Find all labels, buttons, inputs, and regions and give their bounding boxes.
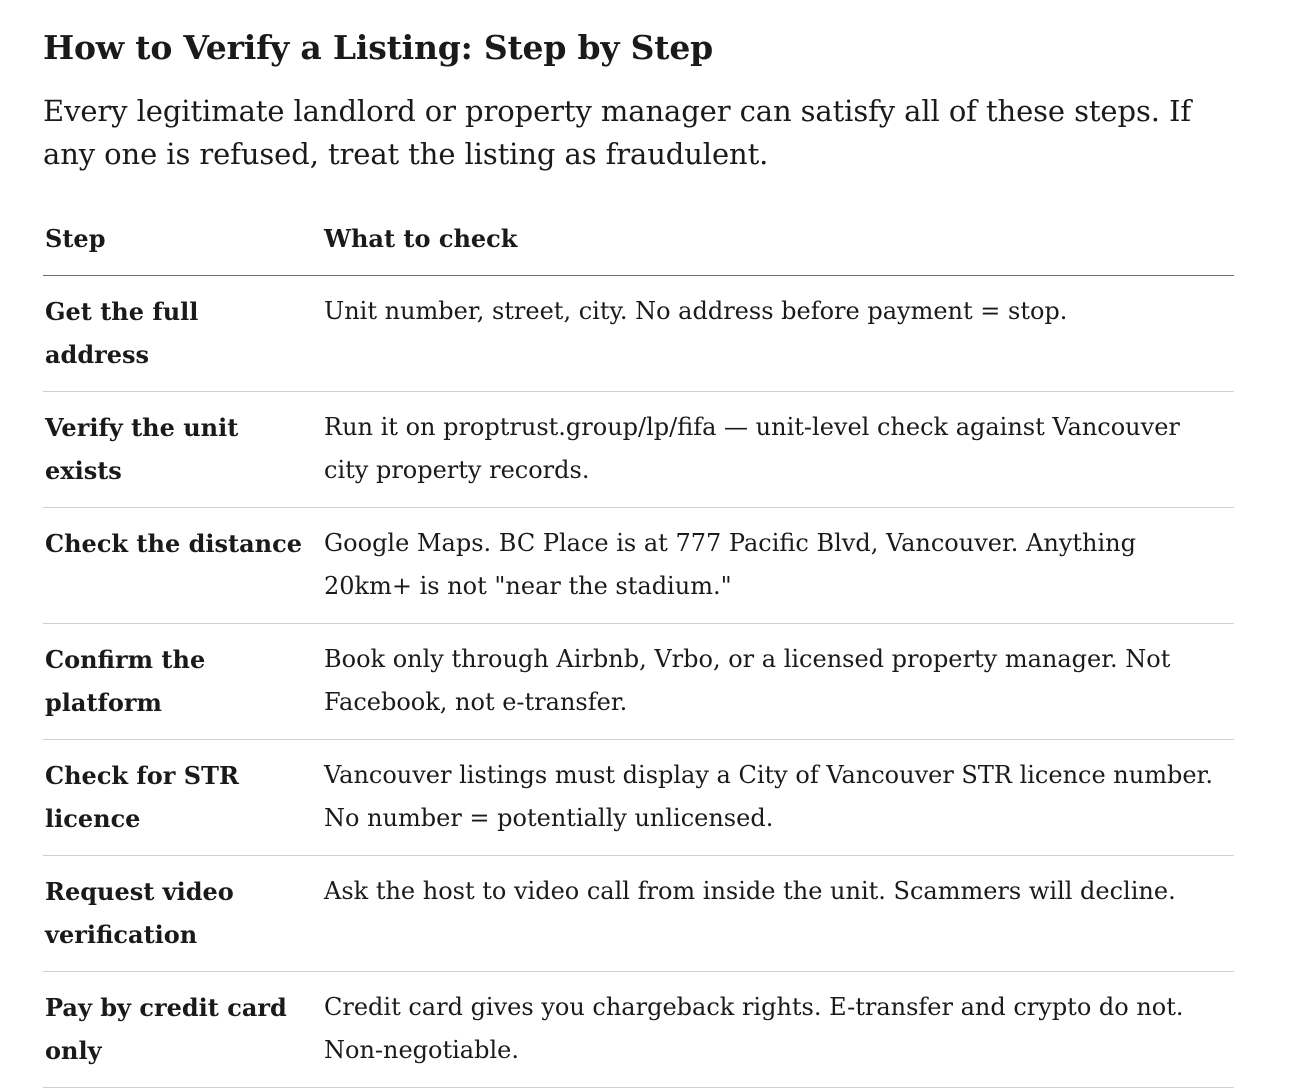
check-cell: Run it on proptrust.group/lp/fifa — unit-level check against Vancouver city property records.: [322, 392, 1234, 508]
step-cell: Check for STR licence: [43, 740, 322, 856]
check-cell: Unit number, street, city. No address before payment = stop.: [322, 276, 1234, 392]
table-header-row: [43, 210, 1234, 276]
verification-steps-table: [43, 210, 1234, 1088]
table-row: [43, 972, 1234, 1088]
table-row: [43, 856, 1234, 972]
intro-paragraph: Every legitimate landlord or property manager can satisfy all of these steps. If any one is refused, treat the listing as fraudulent.: [43, 94, 1191, 171]
table-row: [43, 276, 1234, 392]
step-cell: Request video verification: [43, 856, 322, 972]
table-row: [43, 508, 1234, 624]
table-row: [43, 740, 1234, 856]
step-cell: Verify the unit exists: [43, 392, 322, 508]
table-header: [43, 210, 1234, 276]
table-row: [43, 624, 1234, 740]
check-cell: Vancouver listings must display a City of Vancouver STR licence number. No number = potentially unlicensed.: [322, 740, 1234, 856]
step-cell: Check the distance: [43, 508, 322, 624]
step-cell: Pay by credit card only: [43, 972, 322, 1088]
check-cell: Ask the host to video call from inside the unit. Scammers will decline.: [322, 856, 1234, 972]
table-row: [43, 392, 1234, 508]
check-cell: Google Maps. BC Place is at 777 Pacific Blvd, Vancouver. Anything 20km+ is not "near the stadium.": [322, 508, 1234, 624]
step-cell: Confirm the platform: [43, 624, 322, 740]
column-header-check: What to check: [322, 210, 1234, 276]
step-cell: Get the full address: [43, 276, 322, 392]
section-title: How to Verify a Listing: Step by Step: [43, 28, 714, 67]
check-cell: Book only through Airbnb, Vrbo, or a licensed property manager. Not Facebook, not e-transfer.: [322, 624, 1234, 740]
table-body: [43, 276, 1234, 1088]
column-header-step: Step: [43, 210, 322, 276]
check-cell: Credit card gives you chargeback rights. E-transfer and crypto do not. Non-negotiable.: [322, 972, 1234, 1088]
